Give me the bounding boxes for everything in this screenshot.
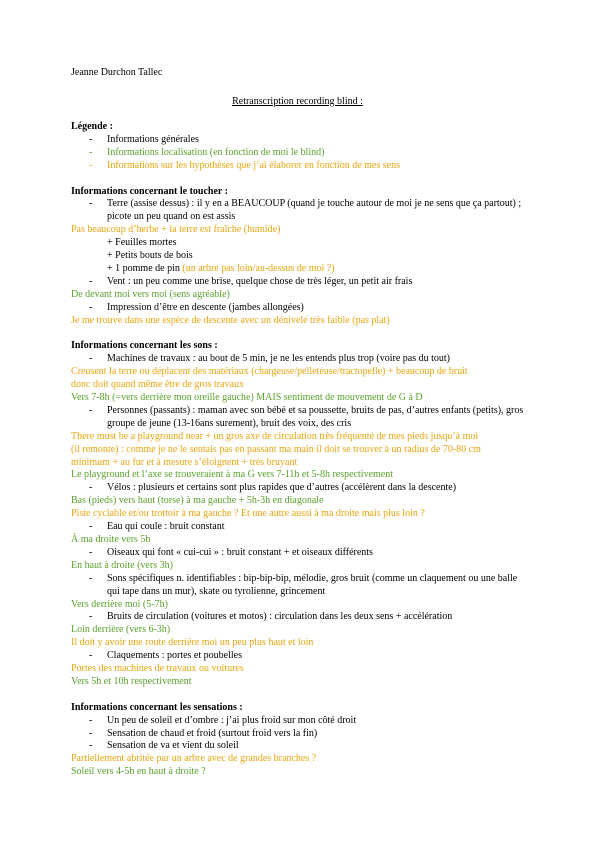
line-text: Loin derrière (vers 6-3h) [71, 624, 171, 636]
line-text: Creusent la terre ou déplacent des matériaux (chargeuse/pelleteuse/tractopelle) + beaucoup de bruit [71, 366, 468, 378]
line-text: Pas beaucoup d’herbe + la terre est fraîche (humide) [71, 224, 281, 236]
note-line [71, 366, 526, 379]
note-line [71, 676, 526, 689]
section-heading [71, 702, 526, 715]
line-text: Piste cyclable et/ou trottoir à ma gauche ? Et une autre aussi à ma droite mais plus loin ? [71, 508, 425, 520]
indented-item [71, 250, 526, 263]
note-line [71, 508, 526, 521]
document-title-text: Retranscription recording blind : [232, 96, 363, 107]
blank-line [71, 689, 526, 702]
line-text: Légende : [71, 121, 113, 132]
bullet-item [71, 521, 526, 534]
line-text: Claquements : portes et poubelles [107, 650, 242, 662]
line-text: Je me trouve dans une espèce de descente avec un dénivelé très faible (pas plat) [71, 314, 390, 326]
bullet-item [71, 728, 526, 741]
note-line [71, 560, 526, 573]
line-text: + Feuilles mortes [107, 237, 177, 249]
note-line [71, 444, 526, 457]
blank-line [71, 173, 526, 186]
line-text: Bas (pieds) vers haut (torse) à ma gauche + 5h-3h en diagonale [71, 495, 324, 507]
line-text: Le playground et l’axe se trouveraient à ma G vers 7-11h et 5-8h respectivement [71, 469, 394, 481]
bullet-item [71, 482, 526, 495]
line-text: Partiellement abritée par un arbre avec de grandes branches ? [71, 753, 317, 765]
note-line [71, 534, 526, 547]
line-text: Informations concernant le toucher : [71, 185, 229, 197]
line-text: Informations localisation (en fonction de moi le blind) [107, 146, 325, 158]
bullet-item [71, 547, 526, 560]
note-line [71, 457, 526, 470]
note-line [71, 469, 526, 482]
line-text: There must be a playground near + un gros axe de circulation très fréquenté de mes pieds jusqu’à moi [71, 430, 479, 442]
line-text: Bruits de circulation (voitures et motos) : circulation dans les deux sens + accélération [107, 611, 453, 623]
line-text: Vers 7-8h (=vers derrière mon oreille gauche) MAIS sentiment de mouvement de G à D [71, 392, 423, 403]
bullet-item [71, 160, 526, 173]
line-text: Informations sur les hypothèses que j’ai élaborer en fonction de mes sens [107, 159, 400, 171]
line-text: Informations générales [107, 133, 199, 145]
line-text: Sensation de va et vient du soleil [107, 740, 239, 752]
line-text: donc doit quand même être de gros travaux [71, 379, 244, 391]
line-text: + 1 pomme de pin [107, 262, 180, 274]
indented-item [71, 237, 526, 250]
line-text: Machines de travaux : au bout de 5 min, je ne les entends plus trop (voire pas du tout) [107, 353, 450, 365]
line-text: Vers derrière moi (5-7h) [71, 598, 168, 610]
line-text: Eau qui coule : bruit constant [107, 521, 225, 533]
note-line [71, 431, 526, 444]
section-heading [71, 121, 526, 134]
note-line [71, 392, 526, 405]
bullet-item [71, 715, 526, 728]
line-text: Il doit y avoir une route derrière moi un peu plus haut et loin [71, 637, 314, 649]
line-text: Oiseaux qui font « cui-cui » : bruit constant + et oiseaux différents [107, 546, 373, 558]
bullet-item [71, 134, 526, 147]
line-text: En haut à droite (vers 3h) [71, 559, 173, 571]
bullet-item [71, 650, 526, 663]
line-text: minimum + au fur et à mesure s’éloignent + très bruyant [71, 456, 298, 468]
bullet-item [71, 573, 526, 599]
line-text: De devant moi vers moi (sens agréable) [71, 288, 230, 300]
line-text: Vers 5h et 10h respectivement [71, 675, 192, 687]
line-text: Soleil vers 4-5h en haut à droite ? [71, 766, 206, 778]
bullet-item [71, 198, 526, 224]
note-line [71, 315, 526, 328]
author-name: Jeanne Durchon Tallec [71, 67, 163, 78]
document-body [71, 121, 526, 779]
line-text: À ma droite vers 5h [71, 533, 151, 545]
line-text: Vélos : plusieurs et certains sont plus rapides que d’autres (accélèrent dans la descente) [107, 482, 457, 494]
document-title [0, 96, 595, 109]
bullet-item [71, 276, 526, 289]
note-line [71, 379, 526, 392]
note-line [71, 766, 526, 779]
bullet-item [71, 405, 526, 431]
note-line [71, 637, 526, 650]
line-text: Informations concernant les sensations : [71, 701, 243, 713]
line-text: Informations concernant les sons : [71, 340, 218, 352]
note-line [71, 495, 526, 508]
section-heading [71, 340, 526, 353]
note-line [71, 753, 526, 766]
bullet-item [71, 302, 526, 315]
note-line [71, 624, 526, 637]
line-text: Impression d’être en descente (jambes allongées) [107, 301, 304, 313]
section-heading [71, 186, 526, 199]
line-text: Sensation de chaud et froid (surtout froid vers la fin) [107, 727, 318, 739]
blank-line [71, 327, 526, 340]
bullet-item [71, 353, 526, 366]
line-text: Terre (assise dessus) : il y en a BEAUCOUP (quand je touche autour de moi je ne sens que ça partout) ; picote un peu quand on est assis [107, 198, 522, 223]
line-text: + Petits bouts de bois [107, 250, 193, 262]
line-text: Personnes (passants) : maman avec son bébé et sa poussette, bruits de pas, d’autres enfants (petits), gros groupe de jeune (13-16ans surement), bruit des voix, des cris [107, 404, 524, 429]
line-annotation: (un arbre pas loin/au-dessus de moi ?) [179, 262, 335, 274]
note-line [71, 224, 526, 237]
bullet-item [71, 611, 526, 624]
line-text: Sons spécifiques n. identifiables : bip-bip-bip, mélodie, gros bruit (comme un claquement ou une balle qui tape dans un mur), skate ou tyrolienne, grincement [107, 572, 518, 597]
note-line [71, 599, 526, 612]
line-text: Un peu de soleil et d’ombre : j’ai plus froid sur mon côté droit [107, 714, 357, 726]
indented-item [71, 263, 526, 276]
line-text: Portes des machines de travaux ou voitures [71, 663, 244, 675]
note-line [71, 663, 526, 676]
bullet-item [71, 147, 526, 160]
note-line [71, 289, 526, 302]
bullet-item [71, 740, 526, 753]
line-text: Vent : un peu comme une brise, quelque chose de très léger, un petit air frais [107, 275, 413, 287]
line-text: (il remonte) : comme je ne le sentais pas en passant ma main il doit se trouver à un radius de 70-80 cm [71, 443, 481, 455]
